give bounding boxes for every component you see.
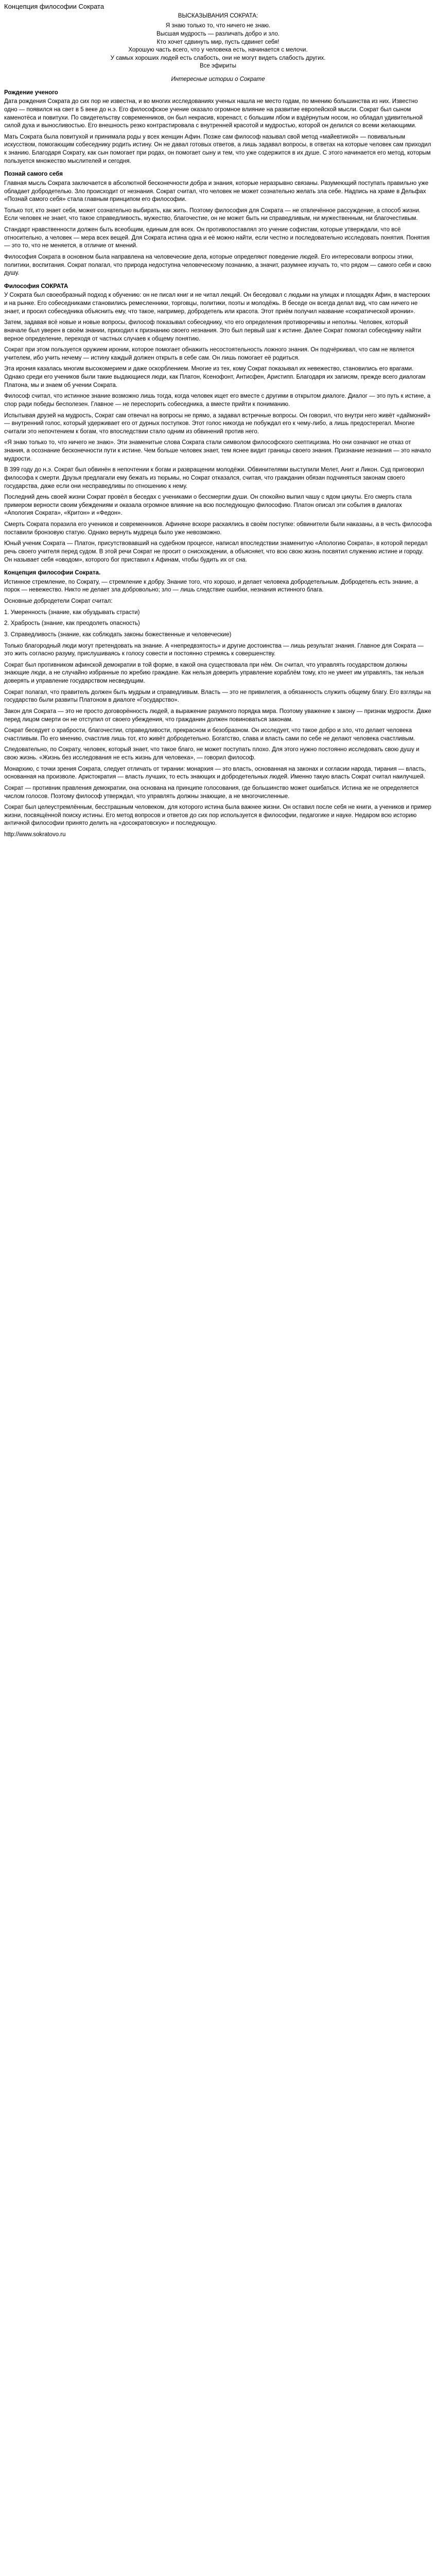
quotes-heading: ВЫСКАЗЫВАНИЯ СОКРАТА: bbox=[178, 12, 258, 19]
section-heading: Познай самого себя bbox=[4, 171, 63, 178]
paragraph: Мать Сократа была повитухой и принимала роды у всех женщин Афин. Позже сам философ называл свой метод «майевтикой» — повивальным искусством, помогающим собеседнику родить истину. Он не давал готовых ответов, а лишь задавал вопросы, в ответах на которые человек сам приходил к знанию. Благодаря Сократу, как сын помогает при родах, он помогает сыну и тем, что уже содержится в их душе. С этого начинается его метод, которым пользуется множество мыслителей и сегодня. bbox=[4, 133, 431, 164]
paragraph: Сократ был противником афинской демократии в той форме, в какой она существовала при нём. Он считал, что управлять государством должны знающие люди, а не случайно избранные по жребию граждане. Как нельзя доверить управление кораблём тому, кто не умеет им управлять, так нельзя доверять и управление государством несведущим. bbox=[4, 662, 424, 685]
epigraph-line: У самых хороших людей есть слабость, они не могут видеть слабость других. bbox=[110, 55, 326, 61]
list-item: 1. Умеренность (знание, как обуздывать страсти) bbox=[4, 609, 140, 616]
paragraph: Только благородный люди могут претендовать на знание. А «непредвзятость» и другие достоинства — лишь результат знания. Главное для Сократа — это жить согласно разуму, прислушиваясь к голосу совести и постоянно стремясь к совершенству. bbox=[4, 642, 424, 657]
paragraph: Последний день своей жизни Сократ провёл в беседах с учениками о бессмертии души. Он спокойно выпил чашу с ядом цикуты. Его смерть стала примером верности своим убеждениям и оказала огромное влияние на всю последующую философию. Платон описал эти события в диалогах «Апология Сократа», «Критон» и «Федон». bbox=[4, 494, 412, 517]
paragraph: Сократ был целеустремлённым, бесстрашным человеком, для которого истина была важнее жизни. Он оставил после себя не книги, а учеников и пример жизни, посвящённой поиску истины. Его метод вопросов и ответов до сих пор используется в философии, педагогике и науке. Недаром всю историю античной философии принято делить на «досократовскую» и последующую. bbox=[4, 804, 431, 827]
epigraph-line: Я знаю только то, что ничего не знаю. bbox=[165, 23, 271, 29]
paragraph: В 399 году до н.э. Сократ был обвинён в непочтении к богам и развращении молодёжи. Обвинителями выступили Мелет, Анит и Ликон. Суд приговорил философа к смерти. Друзья предлагали ему бежать из тюрьмы, но Сократ отказался, считая, что гражданин обязан подчиняться законам своего государства, даже если они несправедливы по отношению к нему. bbox=[4, 467, 424, 489]
paragraph: Философия Сократа в основном была направлена на человеческие дела, которые определяют поведение людей. Его интересовали вопросы этики, политики, воспитания. Сократ полагал, что природа недоступна человеческому познанию, а значит, разумнее изучать то, что рядом — самого себя и свою душу. bbox=[4, 253, 431, 277]
paragraph: Сократ при этом пользуется оружием иронии, которое помогает обнажить несостоятельность ложного знания. Он подчёркивал, что сам не является учителем, ибо учить нечему — истину каждый должен открыть в себе сам. Он лишь помогает её родиться. bbox=[4, 347, 414, 361]
document-page bbox=[0, 0, 436, 839]
paragraph: У Сократа был своеобразный подход к обучению: он не писал книг и не читал лекций. Он беседовал с людьми на улицах и площадях Афин, в мастерских и на рынке. Его собеседниками становились ремесленники, торговцы, политики, поэты и молодёжь. В беседе он всегда делал вид, что сам ничего не знает, и просил собеседника объяснить ему, что такое, например, добродетель или красота. Этот приём получил название «сократической иронии». bbox=[4, 292, 430, 315]
page-title: Концепция философии Сократа bbox=[4, 3, 104, 10]
paragraph: Главная мысль Сократа заключается в абсолютной бесконечности добра и знания, которые неразрывно связаны. Разумеющий поступать правильно уже обладает добродетелью. Зло происходит от незнания. Сократ считал, что человек не может сознательно желать зла себе. Надпись на храме в Дельфах «Познай самого себя» стала главным принципом его философии. bbox=[4, 180, 429, 203]
epigraph bbox=[4, 22, 432, 71]
epigraph-line: Все эфириты bbox=[199, 63, 237, 70]
paragraph: Затем, задавая всё новые и новые вопросы, философ показывал собеседнику, что его определения противоречивы и неполны. Человек, который вначале был уверен в своём знании, приходил к признанию своего незнания. Это был первый шаг к истине. Далее Сократ помогал собеседнику найти верное определение, переходя от частных случаев к общему понятию. bbox=[4, 319, 422, 342]
epigraph-line: Кто хочет сдвинуть мир, пусть сдвинет себя! bbox=[156, 39, 280, 45]
paragraph: Сократ полагал, что правитель должен быть мудрым и справедливым. Власть — это не привилегия, а обязанность служить общему благу. Его взгляды на государство были развиты Платоном в диалоге «Государство». bbox=[4, 689, 431, 704]
paragraph: Сократ — противник правления демократии, она основана на принципе голосования, где большинство может ошибаться. Истина же не определяется числом голосов. Поэтому философ утверждал, что управлять должны знающие, а не многочисленные. bbox=[4, 785, 419, 800]
paragraph: Закон для Сократа — это не просто договорённость людей, а выражение разумного порядка мира. Поэтому уважение к закону — признак мудрости. Даже перед лицом смерти он не отступил от своего убеждения, что гражданин должен повиноваться законам. bbox=[4, 708, 431, 723]
section-heading: Рождение ученого bbox=[4, 89, 58, 96]
paragraph: Юный ученик Сократа — Платон, присутствовавший на судебном процессе, написал впоследствии знаменитую «Апологию Сократа», в которой передал речь своего учителя перед судом. В этой речи Сократ не просит о снисхождении, а объясняет, что всю свою жизнь посвятил служению истине и городу. Он называет себя «оводом», которого бог приставил к Афинам, чтобы будить их от сна. bbox=[4, 540, 428, 563]
paragraph: Только тот, кто знает себя, может сознательно выбирать, как жить. Поэтому философия для Сократа — не отвлечённое рассуждение, а способ жизни. Если человек не знает, что такое справедливость, мужество, благочестие, он не может быть ни справедливым, ни мужественным, ни благочестивым. bbox=[4, 207, 421, 222]
section-heading: Философия СОКРАТА bbox=[4, 283, 68, 290]
paragraph: Смерть Сократа поразила его учеников и современников. Афиняне вскоре раскаялись в своём поступке: обвинители были наказаны, а в честь философа поставили бронзовую статую. Однако вернуть мудреца было уже невозможно. bbox=[4, 521, 432, 536]
paragraph: Следовательно, по Сократу, человек, который знает, что такое благо, не может поступать плохо. Для этого нужно постоянно исследовать свою душу и свою жизнь. «Жизнь без исследования не есть жизнь для человека», — говорил философ. bbox=[4, 747, 420, 761]
section-heading: Концепция философии Сократа. bbox=[4, 570, 101, 577]
paragraph: Монархию, с точки зрения Сократа, следует отличать от тирании: монархия — это власть, основанная на законах и согласии народа, тирания — власть, основанная на произволе. Аристократия — власть лучших, то есть знающих и добродетельных людей. Именно такую власть Сократ считал наилучшей. bbox=[4, 766, 426, 781]
section-subtitle: Интересные истории о Сократе bbox=[171, 76, 265, 83]
paragraph: Эта ирония казалась многим высокомерием и даже оскорблением. Многие из тех, кому Сократ показывал их невежество, становились его врагами. Однако среди его учеников были такие выдающиеся люди, как Платон, Ксенофонт, Антисфен, Аристипп. Благодаря их записям, прежде всего диалогам Платона, мы и знаем об учении Сократа. bbox=[4, 366, 426, 388]
paragraph: Истинное стремление, по Сократу, — стремление к добру. Знание того, что хорошо, и делает человека добродетельным. Добродетель есть знание, а порок — невежество. Никто не делает зла добровольно; зло — лишь следствие ошибки, незнания истинного блага. bbox=[4, 579, 418, 594]
paragraph: «Я знаю только то, что ничего не знаю». Эти знаменитые слова Сократа стали символом философского скептицизма. Но они означают не отказ от знания, а осознание бесконечности пути к истине. Чем больше человек знает, тем яснее видит границы своего знания. Признание незнания — это начало мудрости. bbox=[4, 439, 431, 462]
paragraph: Стандарт нравственности должен быть всеобщим, единым для всех. Он противопоставлял это учение софистам, которые утверждали, что всё относительно, а человек — мера всех вещей. Для Сократа истина одна и её можно найти, если честно и последовательно исследовать понятия. Понятия — это то, что не меняется, в отличие от мнений. bbox=[4, 227, 430, 249]
paragraph: Сократ беседует о храбрости, благочестии, справедливости, прекрасном и безобразном. Он исследует, что такое добро и зло, что делает человека счастливым. По его мнению, счастлив лишь тот, кто живёт добродетельно. Богатство, слава и власть сами по себе не делают человека счастливым. bbox=[4, 727, 415, 742]
paragraph: Испытывая друзей на мудрость, Сократ сам отвечал на вопросы не прямо, а задавал встречные вопросы. Он говорил, что внутри него живёт «даймоний» — внутренний голос, который удерживает его от дурных поступков. Этот голос никогда не побуждал его к чему-либо, а лишь предостерегал. Многие считали это непочтением к богам, что впоследствии стало одним из обвинений против него. bbox=[4, 412, 431, 435]
epigraph-line: Высшая мудрость — различать добро и зло. bbox=[156, 30, 280, 37]
list-item: 3. Справедливость (знание, как соблюдать законы божественные и человеческие) bbox=[4, 631, 232, 638]
paragraph: Основные добродетели Сократ считал: bbox=[4, 598, 113, 605]
paragraph: Дата рождения Сократа до сих пор не известна, и во многих исследованиях ученых нашла не место годам, по мнению большинства из них. Известно одно — появился на свет в 5 веке до н.э. Его философское учение оказало огромное влияние на развитие европейской мысли. Сократ был сыном каменотёса и повитухи. По свидетельству современников, он был некрасив, коренаст, с большим лбом и вздёрнутым носом, но обладал удивительной силой духа и выносливостью. Его внешность резко контрастировала с внутренней красотой и мудростью, которой он делился со всеми желающими. bbox=[4, 98, 423, 129]
virtues-list bbox=[4, 609, 432, 639]
source-link[interactable]: http://www.sokratovo.ru bbox=[4, 832, 66, 838]
epigraph-line: Хорошую часть всего, что у человека есть, начинается с мелочи. bbox=[128, 47, 308, 54]
list-item: 2. Храбрость (знание, как преодолеть опасность) bbox=[4, 620, 140, 627]
paragraph: Философ считал, что истинное знание возможно лишь тогда, когда человек ищет его вместе с другими в открытом диалоге. Диалог — это путь к истине, а спор ради победы бесполезен. Главное — не переспорить собеседника, а вместе прийти к пониманию. bbox=[4, 393, 431, 408]
